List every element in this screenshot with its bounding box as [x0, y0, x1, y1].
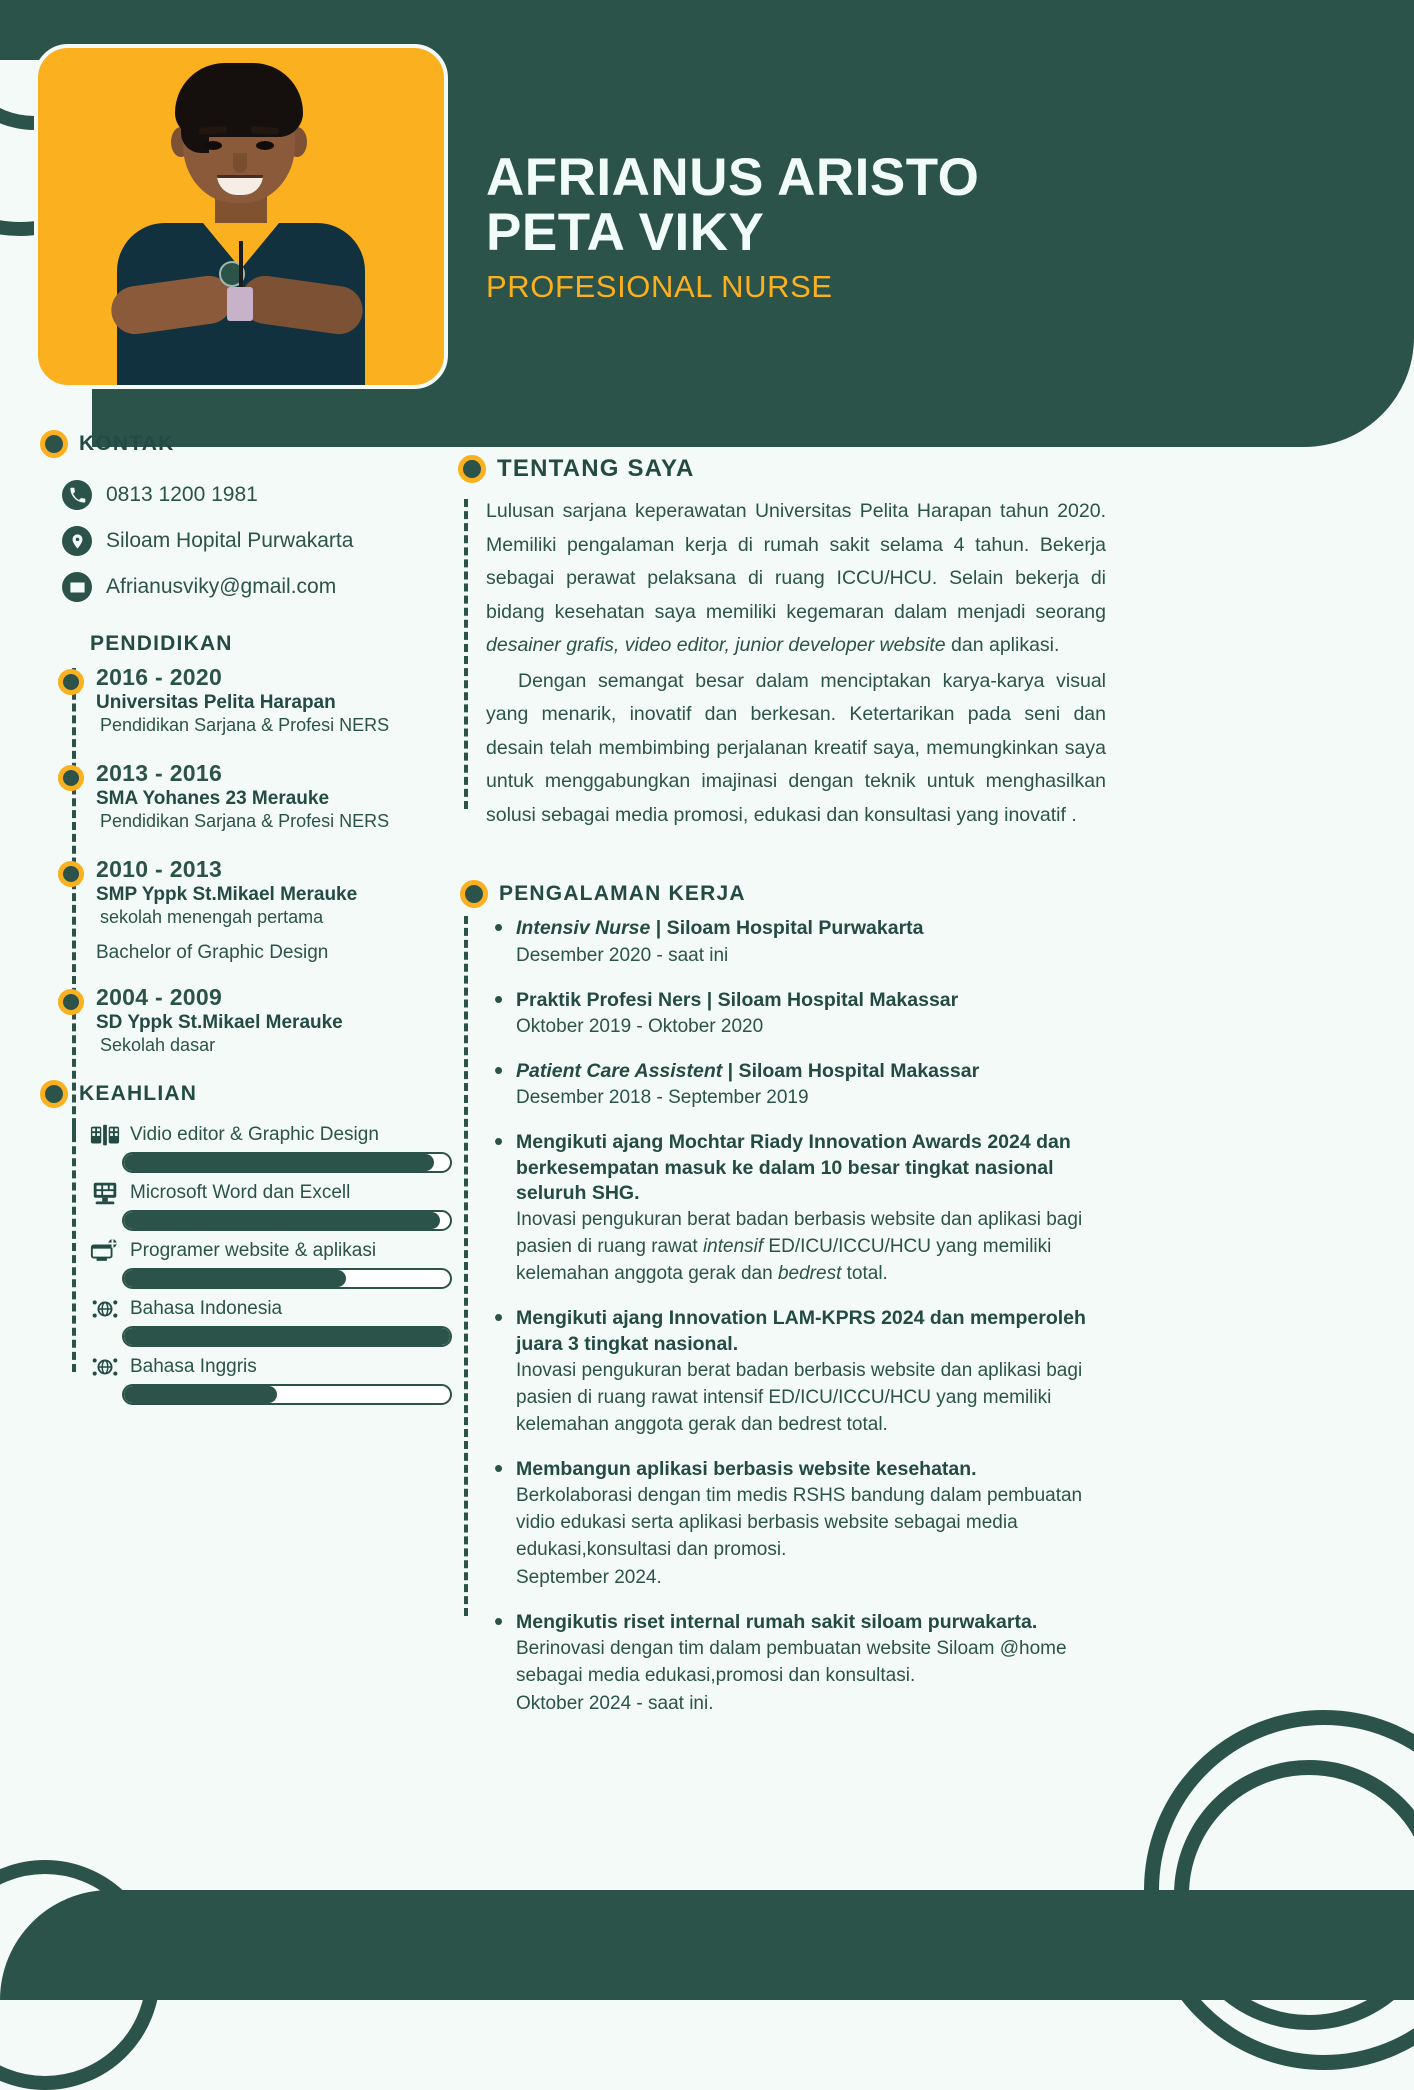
- pengalaman-dates: Desember 2018 - September 2019: [516, 1087, 809, 1109]
- pengalaman-entry-2: [516, 988, 1108, 1041]
- pendidikan-years: 2016 - 2020: [96, 664, 223, 690]
- pengalaman-role-rest: • Praktik Profesi Ners | Siloam Hospital Makassar: [516, 988, 959, 1011]
- award-detail-c: total.: [841, 1263, 888, 1285]
- pengalaman-research-detail: Berinovasi dengan tim dalam pembuatan website Siloam @home sebagai media edukasi,promosi dan konsultasi.: [516, 1638, 1067, 1687]
- kontak-email-value: Afrianusviky@gmail.com: [106, 575, 337, 598]
- pendidikan-school: SD Yppk St.Mikael Merauke: [96, 1012, 343, 1033]
- pendidikan-years: 2010 - 2013: [96, 856, 223, 882]
- skill-progress-fill: [124, 1386, 277, 1403]
- phone-icon: [62, 480, 92, 510]
- pendidikan-entry-3: [34, 856, 454, 928]
- pengalaman-project-title: • Membangun aplikasi berbasis website kesehatan.: [516, 1457, 977, 1480]
- desktop-computer-icon: [90, 1180, 120, 1206]
- pengalaman-award-title: • Mengikuti ajang Mochtar Riady Innovation Awards 2024 dan berkesempatan masuk ke dalam 10 besar tingkat nasional seluruh SHG.: [516, 1131, 1071, 1204]
- pengalaman-award-title: • Mengikuti ajang Innovation LAM-KPRS 2024 dan memperoleh juara 3 tingkat nasional.: [516, 1307, 1086, 1355]
- ring-bullet-icon: [40, 430, 68, 458]
- skill-progress-bar: [122, 1326, 452, 1347]
- skill-row-bahasa-indonesia: [34, 1296, 454, 1347]
- pengalaman-research-title: • Mengikutis riset internal rumah sakit siloam purwakarta.: [516, 1611, 1038, 1633]
- keahlian-title: KEAHLIAN: [79, 1082, 198, 1105]
- header-name-block: [486, 150, 1106, 305]
- pengalaman-entry-4: [516, 1130, 1108, 1288]
- timeline-dot-icon: [58, 989, 84, 1015]
- pengalaman-award-detail: [516, 1207, 1108, 1288]
- award-detail-a: Inovasi pengukuran berat badan berbasis website dan aplikasi bagi pasien di ruang rawat: [516, 1209, 1083, 1258]
- pendidikan-school: SMP Yppk St.Mikael Merauke: [96, 884, 358, 905]
- keahlian-section-heading: [40, 1080, 454, 1108]
- pengalaman-entry-6: [516, 1457, 1108, 1592]
- skill-row-msoffice: [34, 1180, 454, 1231]
- language-globe-icon: [90, 1354, 120, 1380]
- left-sidebar: [34, 430, 454, 1412]
- pengalaman-project-detail: Berkolaborasi dengan tim medis RSHS bandung dalam pembuatan vidio edukasi serta aplikasi berbasis website sebagai media edukasi,konsultasi dan promosi.: [516, 1485, 1083, 1561]
- about-p1-emphasis: desainer grafis, video editor, junior developer website: [486, 634, 946, 657]
- pendidikan-years: 2013 - 2016: [96, 760, 223, 786]
- right-main-column: [458, 455, 1108, 1736]
- about-p1-a: Lulusan sarjana keperawatan Universitas Pelita Harapan tahun 2020. Memiliki pengalaman kerja di rumah sakit selama 4 tahun. Bekerja sebagai perawat pelaksana di ruang ICCU/HCU. Selain bekerja di bidang kesehatan saya memiliki kegemaran dalam menjadi seorang: [486, 500, 1106, 623]
- pengalaman-dates: Oktober 2019 - Oktober 2020: [516, 1015, 764, 1037]
- about-text: [486, 495, 1106, 832]
- skill-progress-bar: [122, 1210, 452, 1231]
- skill-row-bahasa-inggris: [34, 1354, 454, 1405]
- pengalaman-role-rest: | Siloam Hospital Purwakarta: [650, 917, 924, 940]
- skill-row-programmer: [34, 1238, 454, 1289]
- pengalaman-entry-7: [516, 1610, 1108, 1718]
- kontak-section-heading: [40, 430, 454, 458]
- pengalaman-entry-3: [516, 1059, 1108, 1112]
- pendidikan-detail: Sekolah dasar: [100, 1035, 216, 1055]
- skill-progress-fill: [124, 1212, 440, 1229]
- skill-progress-fill: [124, 1270, 346, 1287]
- timeline-dot-icon: [58, 669, 84, 695]
- pengalaman-entry-5: [516, 1306, 1108, 1439]
- pendidikan-detail: Pendidikan Sarjana & Profesi NERS: [100, 715, 390, 735]
- pengalaman-section-heading: [460, 880, 1108, 908]
- language-globe-icon: [90, 1296, 120, 1322]
- kontak-title: KONTAK: [79, 432, 175, 455]
- skill-progress-bar: [122, 1268, 452, 1289]
- skill-progress-fill: [124, 1328, 450, 1345]
- ring-bullet-icon: [40, 1080, 68, 1108]
- kontak-phone-value: 0813 1200 1981: [106, 483, 258, 506]
- about-timeline-line: [464, 499, 468, 809]
- skill-label: Bahasa Inggris: [130, 1356, 257, 1377]
- skill-label: Bahasa Indonesia: [130, 1298, 283, 1319]
- pendidikan-entry-4: [34, 984, 454, 1056]
- award-detail-em2: bedrest: [777, 1263, 842, 1285]
- award-detail-em1: intensif: [702, 1236, 764, 1258]
- pengalaman-dates: Desember 2020 - saat ini: [516, 944, 729, 966]
- pengalaman-role-rest: | Siloam Hospital Makassar: [722, 1059, 980, 1082]
- pengalaman-award-detail: Inovasi pengukuran berat badan berbasis website dan aplikasi bagi pasien di ruang rawat intensif ED/ICU/ICCU/HCU yang memiliki kelemahan anggota gerak dan bedrest total.: [516, 1359, 1083, 1435]
- envelope-icon: [62, 572, 92, 602]
- skill-progress-bar: [122, 1384, 452, 1405]
- award-detail-b: ED/ICU/ICCU/HCU yang memiliki kelemahan anggota gerak dan: [516, 1236, 1052, 1285]
- pendidikan-school: SMA Yohanes 23 Merauke: [96, 788, 330, 809]
- pendidikan-years: 2004 - 2009: [96, 984, 223, 1010]
- keahlian-list: [34, 1122, 454, 1405]
- profile-photo-card: [34, 44, 448, 389]
- ring-bullet-icon: [458, 455, 486, 483]
- kontak-item-phone[interactable]: [62, 472, 454, 518]
- about-p1-b: dan aplikasi.: [945, 634, 1060, 657]
- pengalaman-entry-1: [516, 916, 1108, 969]
- skill-label: Microsoft Word dan Excell: [130, 1182, 351, 1203]
- pengalaman-list-wrap: [458, 916, 1108, 1718]
- pengalaman-list: [488, 916, 1108, 1718]
- pendidikan-section-heading: [90, 632, 454, 656]
- skill-row-video-editor: [34, 1122, 454, 1173]
- web-programming-icon: [90, 1238, 120, 1264]
- timeline-dot-icon: [58, 861, 84, 887]
- decor-bottom-bar: [0, 1890, 1414, 2000]
- pengalaman-project-date: September 2024.: [516, 1567, 662, 1589]
- kontak-item-email[interactable]: [62, 564, 454, 610]
- pendidikan-detail: sekolah menengah pertama: [100, 907, 324, 927]
- pendidikan-entry-1: [34, 664, 454, 736]
- about-section: [458, 455, 1108, 832]
- pengalaman-title: PENGALAMAN KERJA: [499, 882, 746, 906]
- pengalaman-timeline-line: [464, 916, 468, 1616]
- location-pin-icon: [62, 526, 92, 556]
- kontak-location-value: Siloam Hopital Purwakarta: [106, 529, 354, 552]
- job-role: PROFESIONAL NURSE: [486, 269, 833, 305]
- pengalaman-research-date: Oktober 2024 - saat ini.: [516, 1693, 714, 1715]
- pengalaman-role-emphasis: Intensiv Nurse: [516, 917, 651, 940]
- skill-label: Programer website & aplikasi: [130, 1240, 377, 1261]
- kontak-list: [62, 472, 454, 610]
- ring-bullet-icon: [460, 880, 488, 908]
- pendidikan-standalone-note: Bachelor of Graphic Design: [96, 942, 329, 963]
- skill-label: Vidio editor & Graphic Design: [130, 1124, 379, 1145]
- full-name-line-1: AFRIANUS ARISTO: [486, 148, 980, 207]
- full-name-line-2: PETA VIKY: [486, 203, 765, 263]
- about-section-heading: [458, 455, 1108, 483]
- pendidikan-detail: Pendidikan Sarjana & Profesi NERS: [100, 811, 390, 831]
- kontak-item-location[interactable]: [62, 518, 454, 564]
- timeline-dot-icon: [58, 765, 84, 791]
- skill-progress-fill: [124, 1154, 434, 1171]
- pendidikan-list: [34, 664, 454, 1056]
- pendidikan-entry-2: [34, 760, 454, 832]
- pendidikan-title: PENDIDIKAN: [90, 632, 233, 655]
- about-p2: Dengan semangat besar dalam menciptakan karya-karya visual yang menarik, inovatif dan berkesan. Ketertarikan pada seni dan desain telah membimbing perjalanan kreatif saya, memungkinkan saya untuk menggabungkan imajinasi dengan teknik untuk menghasilkan solusi sebagai media promosi, edukasi dan konsultasi yang inovatif .: [486, 669, 1106, 826]
- about-title: TENTANG SAYA: [497, 455, 695, 482]
- profile-photo: [111, 55, 371, 385]
- pendidikan-school: Universitas Pelita Harapan: [96, 692, 336, 713]
- skill-progress-bar: [122, 1152, 452, 1173]
- video-editor-icon: [90, 1122, 120, 1148]
- pengalaman-role-emphasis: Patient Care Assistent: [516, 1059, 723, 1082]
